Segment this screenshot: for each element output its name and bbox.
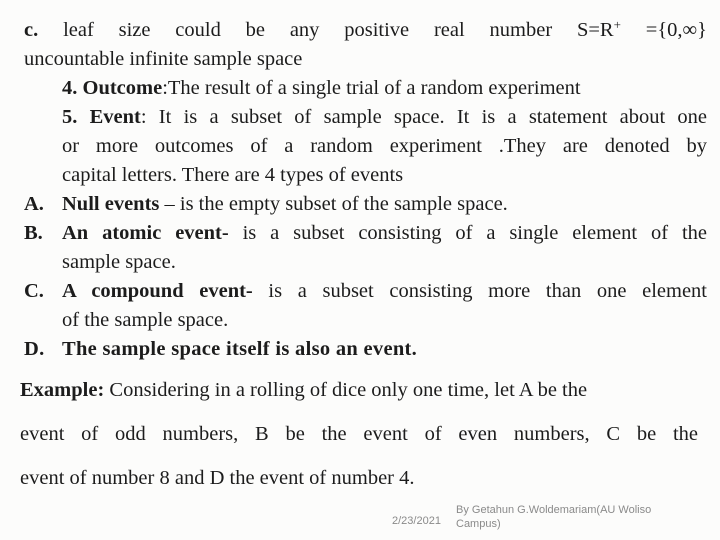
- list-letter-d: D.: [24, 338, 45, 360]
- example-line-2: event of odd numbers, B be the event of even numbers, C be the: [20, 423, 698, 445]
- atomic-event-label: An atomic event-: [62, 222, 229, 244]
- null-events-text: – is the empty subset of the sample space.: [159, 193, 508, 215]
- list-item-compound-event-line-1: [24, 277, 707, 306]
- outcome-definition: [24, 74, 707, 103]
- footer-date: 2/23/2021: [392, 515, 441, 527]
- atomic-event-text: is a subset consisting of a single element of the: [228, 222, 707, 244]
- footer-author: By Getahun G.Woldemariam(AU Woliso Campus): [456, 504, 652, 530]
- list-letter-a: A.: [24, 193, 44, 215]
- list-item-compound-event-line-2: of the sample space.: [62, 309, 229, 331]
- event-text-1: : It is a subset of sample space. It is a statement about one: [140, 106, 708, 128]
- compound-event-label: A compound event-: [62, 280, 253, 302]
- list-letter-b: B.: [24, 222, 43, 244]
- list-item-atomic-event-line-2: sample space.: [62, 251, 176, 273]
- superscript-plus: +: [613, 17, 621, 32]
- compound-event-text: is a subset consisting more than one element: [252, 280, 707, 302]
- item-c-label: c.: [24, 19, 39, 41]
- list-item-sample-space-event: [24, 335, 707, 364]
- example-line-1: [20, 368, 698, 412]
- sample-space-line-2: uncountable infinite sample space: [24, 48, 303, 70]
- item-c-text: leaf size could be any positive real number S=R: [63, 19, 614, 41]
- event-definition-line-2: or more outcomes of a random experiment .They are denoted by: [62, 135, 707, 157]
- outcome-label: 4. Outcome: [62, 77, 163, 99]
- example-block: [20, 368, 698, 500]
- example-label: Example:: [20, 379, 105, 401]
- definitions-block: [24, 16, 707, 364]
- sample-space-event-text: The sample space itself is also an event.: [62, 338, 418, 360]
- null-events-label: Null events: [62, 193, 160, 215]
- list-item-null-events: [24, 190, 707, 219]
- sample-space-line-1: [24, 16, 707, 45]
- set-notation: ={0,∞}: [645, 19, 708, 41]
- event-label: 5. Event: [62, 106, 141, 128]
- event-definition-line-3: capital letters. There are 4 types of events: [62, 164, 404, 186]
- example-text-1: Considering in a rolling of dice only one time, let A be the: [104, 379, 588, 401]
- outcome-text: :The result of a single trial of a random experiment: [162, 77, 581, 99]
- list-item-atomic-event-line-1: [24, 219, 707, 248]
- list-letter-c: C.: [24, 280, 44, 302]
- event-definition-line-1: [24, 103, 707, 132]
- example-line-3: event of number 8 and D the event of number 4.: [20, 467, 415, 489]
